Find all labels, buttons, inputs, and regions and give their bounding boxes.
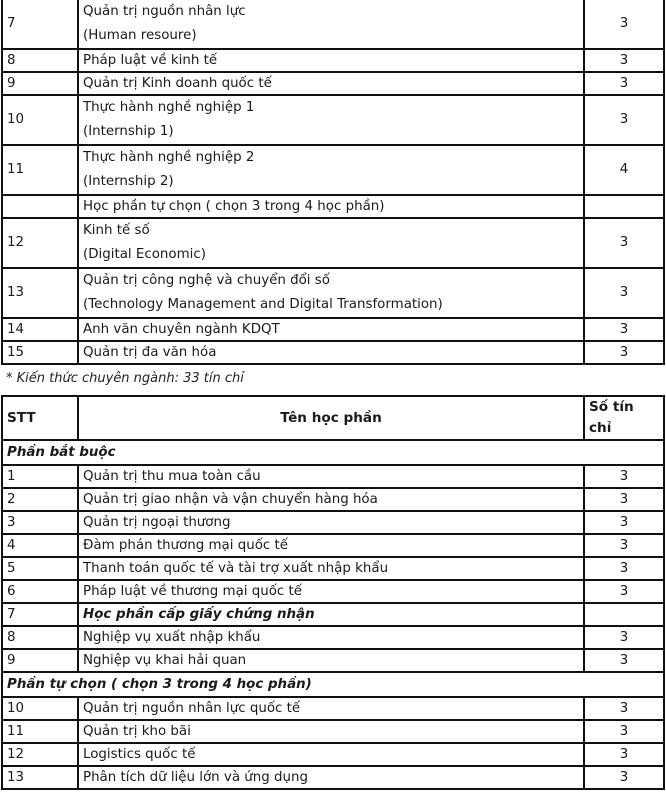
row-stt: 14	[2, 318, 78, 341]
row-stt: 10	[2, 697, 78, 720]
row-stt: 4	[2, 534, 78, 557]
row-course-name: Nghiệp vụ xuất nhập khẩu	[78, 626, 584, 649]
row-stt: 9	[2, 649, 78, 672]
row-course-name	[78, 341, 584, 364]
row-stt: 15	[2, 341, 78, 364]
row-course-name	[78, 72, 584, 95]
row-course-name	[78, 195, 584, 218]
row-stt: 10	[2, 95, 78, 145]
row-course-name	[78, 218, 584, 268]
course-name-vi: Thực hành nghề nghiệp 1	[83, 100, 255, 115]
section-row	[2, 672, 664, 697]
row-credits: 3	[584, 557, 664, 580]
row-credits: 3	[584, 341, 664, 364]
table-row	[2, 95, 664, 145]
table-row	[2, 766, 664, 789]
row-stt	[2, 195, 78, 218]
row-course-name	[78, 268, 584, 318]
header-credits: Số tín chỉ	[584, 396, 664, 440]
row-course-name	[78, 145, 584, 195]
row-course-name	[78, 49, 584, 72]
row-credits: 3	[584, 95, 664, 145]
course-name-en: (Internship 2)	[83, 174, 174, 189]
course-name-vi: Quản trị nguồn nhân lực	[83, 4, 246, 19]
header-stt: STT	[2, 396, 78, 440]
table-row	[2, 0, 664, 49]
table-row	[2, 580, 664, 603]
table-row	[2, 318, 664, 341]
row-credits	[584, 195, 664, 218]
row-course-name: Pháp luật về thương mại quốc tế	[78, 580, 584, 603]
row-course-name: Quản trị ngoại thương	[78, 511, 584, 534]
row-stt: 12	[2, 218, 78, 268]
row-course-name: Học phần cấp giấy chứng nhận	[78, 603, 584, 626]
course-name-vi: Pháp luật về kinh tế	[83, 53, 218, 68]
row-course-name	[78, 0, 584, 49]
course-table-specialized	[1, 395, 665, 790]
course-name-en: (Technology Management and Digital Transformation)	[83, 297, 443, 312]
table-row	[2, 145, 664, 195]
table-row	[2, 488, 664, 511]
row-course-name: Quản trị nguồn nhân lực quốc tế	[78, 697, 584, 720]
table-row	[2, 649, 664, 672]
row-stt: 9	[2, 72, 78, 95]
row-stt: 11	[2, 145, 78, 195]
course-name-vi: Thực hành nghề nghiệp 2	[83, 150, 255, 165]
row-stt: 1	[2, 465, 78, 488]
row-credits: 3	[584, 49, 664, 72]
row-credits: 3	[584, 766, 664, 789]
section-row	[2, 440, 664, 465]
course-name-vi: Quản trị Kinh doanh quốc tế	[83, 76, 272, 91]
section-title: Phần tự chọn ( chọn 3 trong 4 học phần)	[2, 672, 664, 697]
table-row	[2, 465, 664, 488]
row-credits: 3	[584, 626, 664, 649]
row-credits: 3	[584, 534, 664, 557]
table-row	[2, 720, 664, 743]
course-name-vi: Quản trị đa văn hóa	[83, 345, 217, 360]
row-course-name: Đàm phán thương mại quốc tế	[78, 534, 584, 557]
row-credits: 3	[584, 580, 664, 603]
row-course-name: Nghiệp vụ khai hải quan	[78, 649, 584, 672]
row-course-name: Quản trị kho bãi	[78, 720, 584, 743]
row-stt: 12	[2, 743, 78, 766]
row-course-name: Logistics quốc tế	[78, 743, 584, 766]
row-stt: 3	[2, 511, 78, 534]
row-credits: 3	[584, 318, 664, 341]
row-credits: 4	[584, 145, 664, 195]
row-stt: 6	[2, 580, 78, 603]
row-course-name: Quản trị giao nhận và vận chuyển hàng hóa	[78, 488, 584, 511]
row-credits: 3	[584, 511, 664, 534]
table-row	[2, 268, 664, 318]
table-header-row	[2, 396, 664, 440]
row-stt: 8	[2, 49, 78, 72]
row-stt: 5	[2, 557, 78, 580]
row-credits: 3	[584, 488, 664, 511]
row-course-name: Thanh toán quốc tế và tài trợ xuất nhập khẩu	[78, 557, 584, 580]
table-row	[2, 72, 664, 95]
course-name-en: (Internship 1)	[83, 124, 174, 139]
course-name-en: (Digital Economic)	[83, 247, 206, 262]
section-title: Phần bắt buộc	[2, 440, 664, 465]
specialized-credits-note: * Kiến thức chuyên ngành: 33 tín chỉ	[6, 371, 244, 386]
table-row	[2, 626, 664, 649]
row-stt: 2	[2, 488, 78, 511]
table-row	[2, 743, 664, 766]
row-credits: 3	[584, 218, 664, 268]
table-row	[2, 49, 664, 72]
row-credits: 3	[584, 743, 664, 766]
row-stt: 11	[2, 720, 78, 743]
table-row	[2, 341, 664, 364]
row-credits	[584, 603, 664, 626]
header-course-name: Tên học phần	[78, 396, 584, 440]
course-table-general	[1, 0, 665, 365]
row-credits: 3	[584, 0, 664, 49]
row-course-name: Quản trị thu mua toàn cầu	[78, 465, 584, 488]
course-name-vi: Kinh tế số	[83, 223, 150, 238]
row-stt: 7	[2, 603, 78, 626]
table-row	[2, 511, 664, 534]
table-row	[2, 218, 664, 268]
course-name-en: (Human resoure)	[83, 28, 197, 43]
row-credits: 3	[584, 697, 664, 720]
table-row	[2, 534, 664, 557]
row-credits: 3	[584, 649, 664, 672]
table-row	[2, 557, 664, 580]
course-name-vi: Học phần tự chọn ( chọn 3 trong 4 học phần)	[83, 199, 385, 214]
row-credits: 3	[584, 720, 664, 743]
row-credits: 3	[584, 268, 664, 318]
row-credits: 3	[584, 72, 664, 95]
course-name-vi: Anh văn chuyên ngành KDQT	[83, 322, 280, 337]
table-row	[2, 195, 664, 218]
course-name-vi: Quản trị công nghệ và chuyển đổi số	[83, 273, 330, 288]
row-stt: 7	[2, 0, 78, 49]
row-stt: 13	[2, 766, 78, 789]
row-course-name	[78, 95, 584, 145]
row-course-name: Phân tích dữ liệu lớn và ứng dụng	[78, 766, 584, 789]
table-row	[2, 697, 664, 720]
row-stt: 13	[2, 268, 78, 318]
row-credits: 3	[584, 465, 664, 488]
row-stt: 8	[2, 626, 78, 649]
row-course-name	[78, 318, 584, 341]
table-row	[2, 603, 664, 626]
